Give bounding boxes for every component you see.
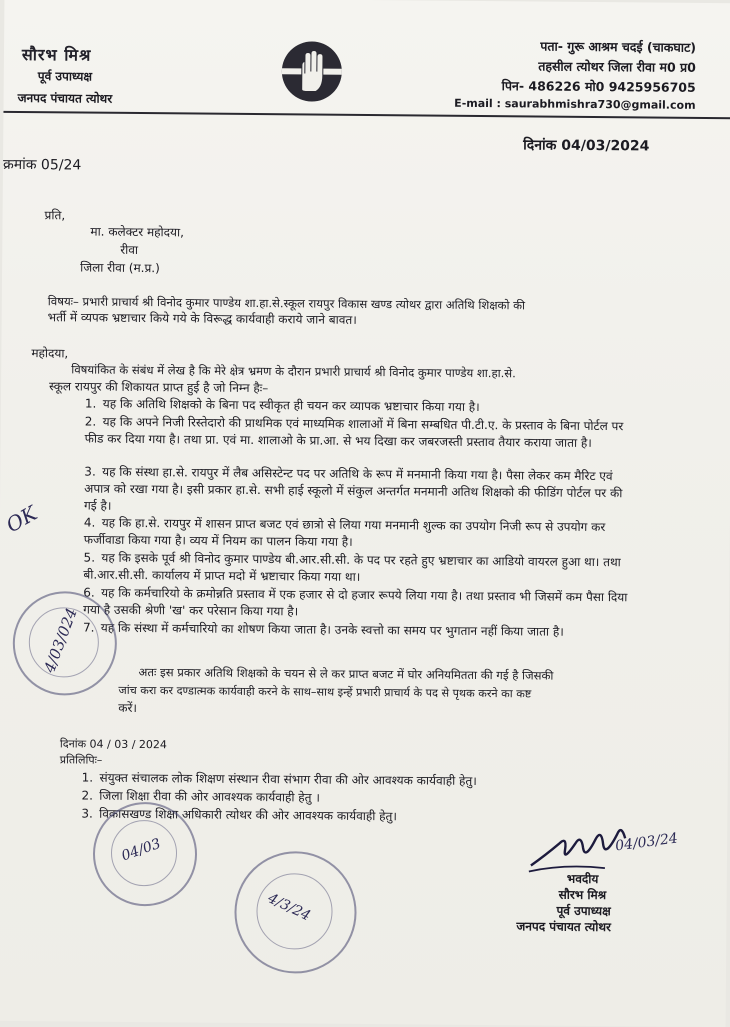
point-number: 3. [84, 464, 96, 479]
letterhead-divider [3, 111, 730, 119]
point-text: यह कि अतिथि शिक्षको के बिना पद स्वीकृत ही चयन कर व्यापक भ्रष्टाचार किया गया है। [102, 396, 480, 414]
salutation: महोदया, [31, 346, 69, 361]
copy-number: 3. [81, 806, 93, 821]
office-stamp-date: 04/03 [119, 835, 163, 865]
conclusion-line-2: जांच करा कर दण्डात्मक कार्यवाही करने के साथ–साथ इन्हें प्रभारी प्राचार्य के पद से पृथक करने का कष्ट [118, 683, 532, 701]
sender-name: सौरभ मिश्र [21, 44, 92, 65]
subject-line-2: भर्ती में व्यपक भ्रष्टाचार किये गये के विरूद्ध कार्यवाही कराये जाने बावत। [47, 310, 357, 327]
copy-number: 2. [81, 788, 94, 803]
point-number: 5. [83, 550, 96, 565]
email-address: E-mail : saurabhmishra730@gmail.com [454, 96, 696, 112]
sender-designation: पूर्व उपाध्यक्ष [37, 69, 93, 84]
pin-mobile: पिन- 486226 मो0 9425956705 [501, 78, 696, 95]
received-stamp-date: 4/03/024 [40, 605, 81, 676]
received-stamp [12, 591, 117, 696]
signatory-designation: पूर्व उपाध्यक्ष [556, 903, 611, 919]
recipient-line-3: जिला रीवा (म.प्र.) [80, 260, 160, 276]
copy-item [82, 770, 477, 790]
signatory-office: जनपद पंचायत त्योथर [516, 919, 612, 935]
complaint-point [83, 550, 628, 589]
point-number: 4. [83, 515, 96, 530]
copy-number: 1. [81, 770, 94, 785]
point-number: 2. [84, 414, 97, 429]
point-text: यह कि संस्था हा.से. रायपुर में लैब असिस्टेन्ट पद पर अतिथि के रूप में मनमानी किया गया है। पैसा लेकर कम मैरिट एवं अपात्र को रखा गया है। इसी प्रकार हा.से. सभी हाई स्कूलो में संकुल अन्तर्गत मनमानी अतिथ शिक्षको की फीडिंग पोर्टल पर की गई है। [83, 464, 623, 513]
sender-office: जनपद पंचायत त्योथर [17, 90, 113, 106]
copy-text: संयुक्त संचालक लोक शिक्षण संस्थान रीवा संभाग रीवा की ओर आवश्यक कार्यवाही हेतु। [99, 770, 477, 788]
point-number: 6. [83, 585, 95, 600]
conclusion-line-1: अतः इस प्रकार अतिथि शिक्षको के चयन से ले कर प्राप्त बजट में घोर अनियमितता की गई है जिसकी [138, 665, 554, 683]
recipient-line-1: मा. कलेक्टर महोदया, [90, 224, 184, 240]
intro-line-2: स्कूल रायपुर की शिकायत प्राप्त हुई है जो निम्न हैः– [49, 379, 269, 396]
complaint-point [83, 585, 628, 624]
complaint-point [83, 620, 628, 642]
subject-line-1: विषयः– प्रभारी प्राचार्य श्री विनोद कुमार पाण्डेय शा.हा.से.स्कूल रायपुर विकास खण्ड त्योथर द्वारा अतिथि शिक्षको की [47, 294, 526, 313]
address-line-2: तहसील त्योथर जिला रीवा म0 प्र0 [538, 58, 696, 75]
copy-text: जिला शिक्षा रीवा की ओर आवश्यक कार्यवाही हेतु । [99, 788, 320, 805]
point-text: यह कि अपने निजी रिस्तेदारो की प्राथमिक एवं माध्यमिक शालाओं में बिना सम्बधित पी.टी.ए. के प्रस्ताव के बिना पोर्टल पर फीड कर दिया गया है। तथा प्रा. एवं मा. शालाओ के प्रा.आ. से भय दिखा कर जबरजस्ती प्रस्ताव तैयार कराया जाता है। [84, 414, 624, 450]
complaint-point [84, 515, 629, 554]
point-text: यह कि कर्मचारियो के क्रमोन्नति प्रस्ताव में एक हजार से दो हजार रूपये लिया गया है। तथा प्रस्ताव भी जिसमें कम पैसा दिया गया है उसकी श्रेणी 'ख' कर परेसान किया गया है। [83, 585, 628, 619]
letter-date: दिनांक 04/03/2024 [523, 137, 650, 155]
address-line-1: पता- गुरू आश्रम चदई (चाकघाट) [540, 38, 697, 55]
copy-text: विकासखण्ड शिक्षा अधिकारी त्योथर की ओर आवश्यक कार्यवाही हेतु। [99, 806, 398, 824]
closing-word: भवदीय [566, 871, 599, 887]
point-number: 7. [82, 620, 95, 635]
signature-date: 04/03/24 [614, 830, 679, 855]
point-text: यह कि इसके पूर्व श्री विनोद कुमार पाण्डेय बी.आर.सी.सी. के पद पर रहते हुए भ्रष्टाचार का आडियो वायरल हुआ था। तथा बी.आर.सी.सी. कार्यालय में प्राप्त मदो में भ्रष्टाचार किया गया था। [83, 550, 621, 584]
to-label: प्रति, [44, 208, 66, 223]
complaint-point [84, 464, 629, 520]
reference-number: क्रमांक 05/24 [2, 156, 82, 174]
inward-stamp [234, 851, 357, 974]
inward-stamp-date: 4/3/24 [265, 890, 313, 925]
intro-line-1: विषयांकित के संबंध में लेख है कि मेरे क्षेत्र भ्रमण के दौरान प्रभारी प्राचार्य श्री विनोद कुमार पाण्डेय शा.हा.से. [71, 362, 516, 381]
hand-symbol-logo [280, 39, 345, 104]
point-text: यह कि संस्था में कर्मचारियो का शोषण किया जाता है। उनके स्वत्तो का समय पर भुगतान नहीं किया जाता है। [100, 620, 564, 639]
recipient-line-2: रीवा [120, 242, 139, 258]
copy-label: प्रतिलिपिः– [59, 753, 103, 767]
handwritten-ok-mark: OK [2, 500, 42, 538]
conclusion-line-3: करें। [118, 700, 138, 716]
point-number: 1. [84, 396, 97, 411]
point-text: यह कि हा.से. रायपुर में शासन प्राप्त बजट एवं छात्रो से लिया गया मनमानी शुल्क का उपयोग निजी रूप से उपयोग कर फर्जीवाडा किया गया है। व्यय में नियम का पालन किया गया है। [83, 515, 606, 549]
copy-item [81, 788, 320, 807]
complaint-point [85, 414, 630, 453]
office-stamp [93, 802, 198, 907]
signatory-name: सौरभ मिश्र [558, 887, 607, 903]
copy-date: दिनांक 04 / 03 / 2024 [59, 737, 168, 752]
